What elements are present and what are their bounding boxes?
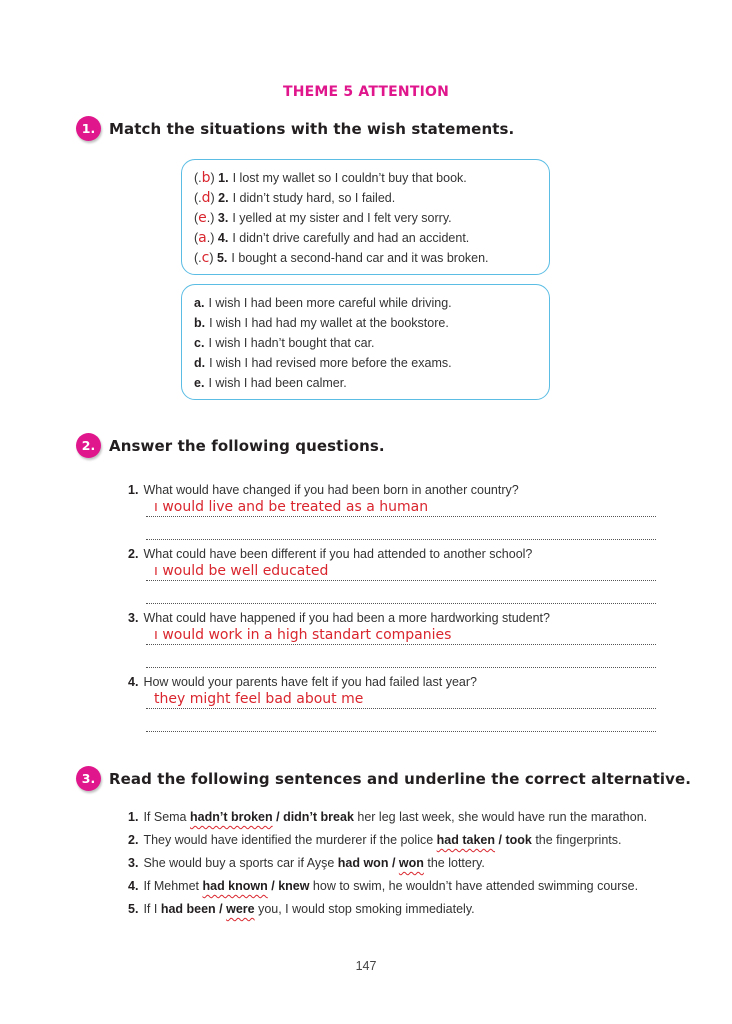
match-answer[interactable]: a [198,230,207,246]
option-1[interactable]: had taken [436,833,496,847]
match-answer[interactable]: d [201,190,211,206]
handwritten-answer: ı would live and be treated as a human [154,499,429,515]
answer-line[interactable] [146,499,656,517]
wish-item: c. I wish I hadn’t bought that car. [194,336,375,350]
handwritten-answer: ı would be well educated [154,563,329,579]
sentence-item: 1. If Sema hadn’t broken / didn’t break her leg last week, she would have run the marathon. [128,810,648,824]
question-item: 2. What could have been different if you had attended to another school? ı would be well educated [128,546,656,610]
questions-list [128,482,656,738]
situation-item: (.d) 2. I didn’t study hard, so I failed. [194,190,396,206]
wish-item: d. I wish I had revised more before the exams. [194,356,452,370]
section-2-header [76,433,385,458]
situation-item: (a.) 4. I didn’t drive carefully and had an accident. [194,230,470,246]
option-2[interactable]: took [505,833,532,847]
answer-line[interactable] [146,563,656,581]
handwritten-answer: ı would work in a high standart companies [154,627,452,643]
section-number-badge: 2. [76,433,101,458]
situations-box [181,159,550,275]
option-1[interactable]: had won [337,856,389,870]
theme-title: THEME 5 ATTENTION [282,84,450,100]
answer-line[interactable] [146,691,656,709]
situation-item: (.b) 1. I lost my wallet so I couldn’t buy that book. [194,170,467,186]
section-number-badge: 3. [76,766,101,791]
option-1[interactable]: had been [160,902,216,916]
answer-line[interactable] [146,666,656,668]
section-title: Answer the following questions. [109,436,385,455]
wish-item: e. I wish I had been calmer. [194,376,347,390]
answer-line[interactable] [146,730,656,732]
section-3-header [76,766,691,791]
answer-line[interactable] [146,602,656,604]
wish-item: a. I wish I had been more careful while driving. [194,296,452,310]
option-2[interactable]: didn’t break [283,810,354,824]
answer-line[interactable] [146,538,656,540]
option-2[interactable]: knew [278,879,310,893]
option-1[interactable]: hadn’t broken [189,810,273,824]
wish-item: b. I wish I had had my wallet at the bookstore. [194,316,449,330]
option-2[interactable]: won [398,856,424,870]
question-item: 1. What would have changed if you had been born in another country? ı would live and be treated as a human [128,482,656,546]
situation-item: (.c) 5. I bought a second-hand car and it was broken. [194,250,489,266]
sentence-item: 2. They would have identified the murderer if the police had taken / took the fingerprints. [128,833,622,847]
section-number-badge: 1. [76,116,101,141]
section-title: Read the following sentences and underline the correct alternative. [109,769,692,788]
wishes-box [181,284,550,400]
question-item: 4. How would your parents have felt if you had failed last year? they might feel bad about me [128,674,656,738]
sentence-item: 4. If Mehmet had known / knew how to swim, he wouldn’t have attended swimming course. [128,879,639,893]
sentences-list [128,808,647,923]
section-title: Match the situations with the wish statements. [109,119,515,138]
match-answer[interactable]: b [201,170,211,186]
match-answer[interactable]: e [198,210,207,226]
section-1-header [76,116,514,141]
situation-item: (e.) 3. I yelled at my sister and I felt very sorry. [194,210,452,226]
match-answer[interactable]: c [201,250,210,266]
handwritten-answer: they might feel bad about me [154,691,364,707]
option-2[interactable]: were [226,902,255,916]
question-item: 3. What could have happened if you had been a more hardworking student? ı would work in a high standart companies [128,610,656,674]
sentence-item: 3. She would buy a sports car if Ayşe had won / won the lottery. [128,856,485,870]
answer-line[interactable] [146,627,656,645]
sentence-item: 5. If I had been / were you, I would stop smoking immediately. [128,902,475,916]
page-number: 147 [355,959,377,973]
option-1[interactable]: had known [202,879,268,893]
